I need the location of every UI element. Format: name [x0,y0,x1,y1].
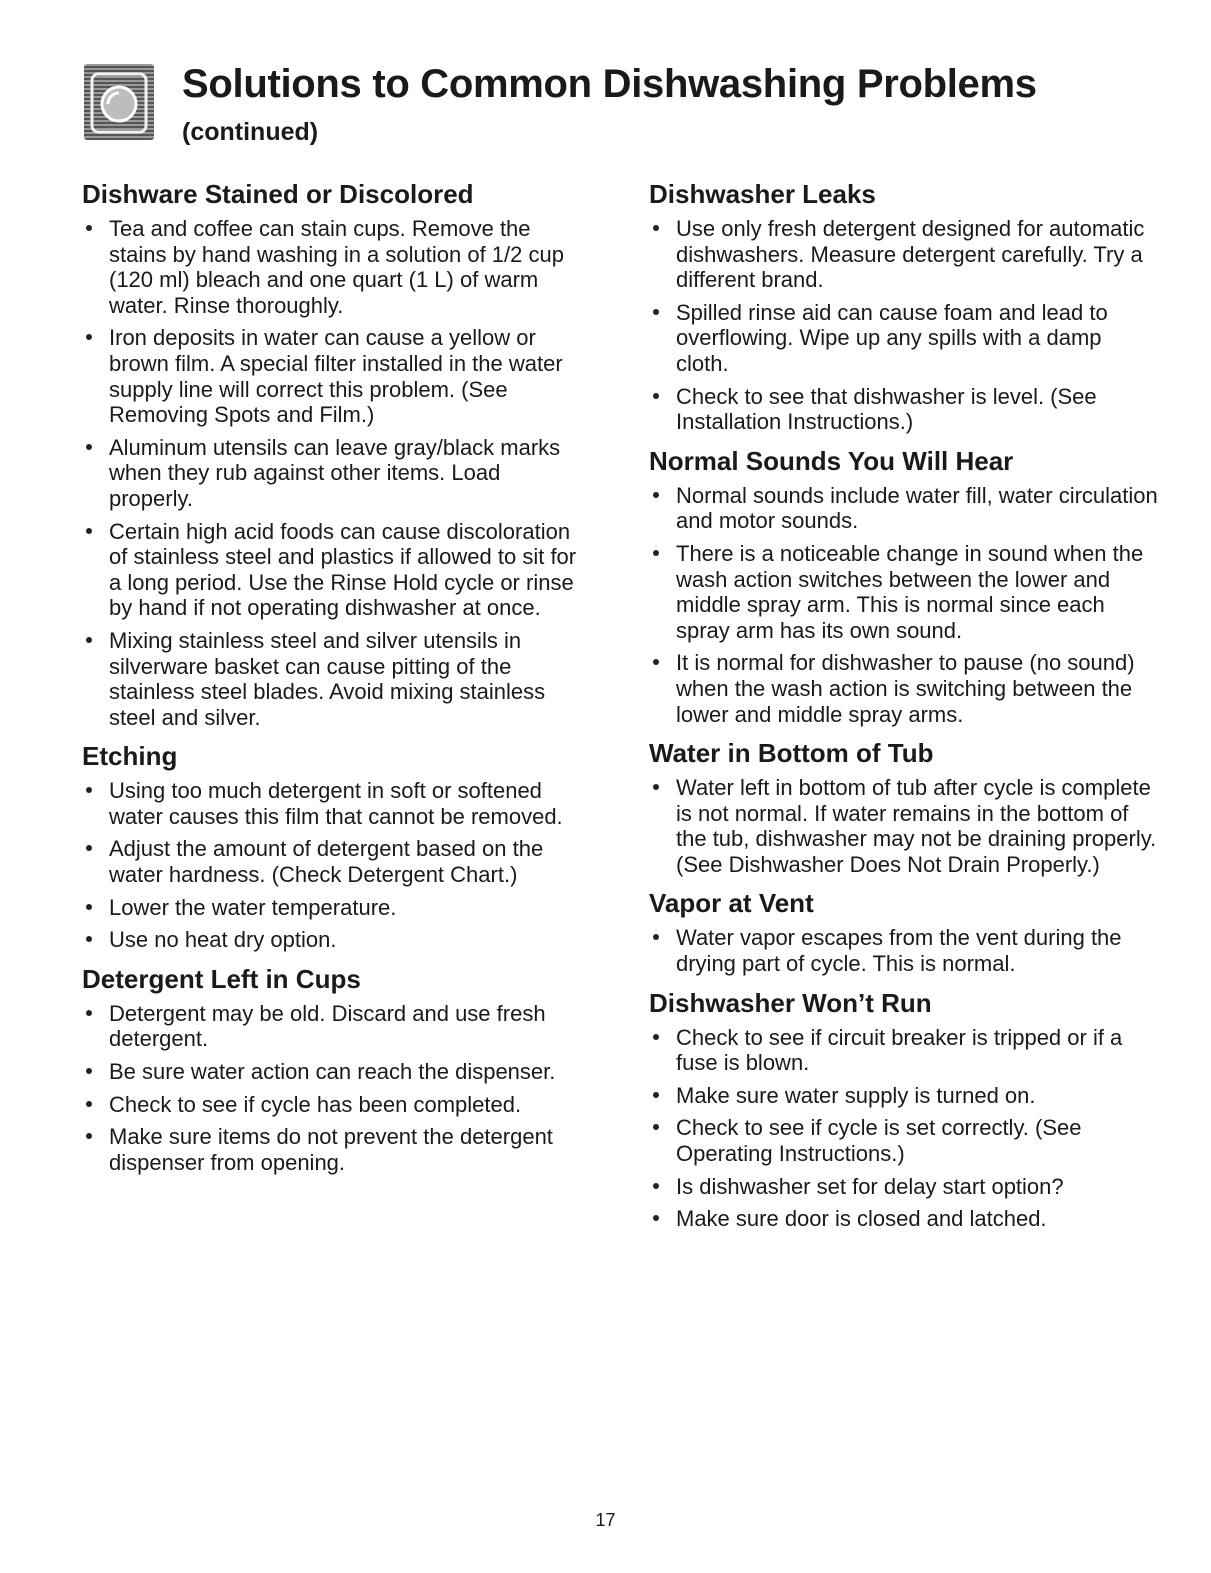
list-item [649,384,1159,435]
section-water-in-bottom [649,737,1159,877]
bullet-icon [86,444,92,450]
list-item [82,895,582,921]
left-column [82,178,582,1185]
bullet-icon [653,492,659,498]
bullet-list [82,216,582,730]
list-item [82,836,582,887]
bullet-icon [653,225,659,231]
section-heading: Etching [82,741,178,772]
list-item-text: Iron deposits in water can cause a yellow or brown film. A special filter installed in the water supply line will correct this problem. (See Removing Spots and Film.) [109,325,563,428]
list-item [82,778,582,829]
list-item-text: Normal sounds include water fill, water circulation and motor sounds. [676,482,1158,534]
list-item-text: Check to see if cycle has been completed. [109,1091,522,1117]
list-item [82,927,582,953]
bullet-icon [86,904,92,910]
list-item [82,1124,582,1175]
bullet-icon [86,1133,92,1139]
bullet-icon [653,784,659,790]
bullet-icon [653,1092,659,1098]
list-item-text: Make sure items do not prevent the detergent dispenser from opening. [109,1124,553,1175]
list-item-text: Adjust the amount of detergent based on the water hardness. (Check Detergent Chart.) [109,836,544,888]
bullet-icon [86,225,92,231]
page-subtitle: (continued) [182,118,319,146]
bullet-icon [86,1101,92,1107]
bullet-list [649,775,1159,877]
bullet-icon [653,393,659,399]
section-detergent-left [82,963,582,1176]
bullet-icon [86,845,92,851]
list-item [649,1174,1159,1200]
page-header [84,56,1184,156]
bullet-icon [653,550,659,556]
bullet-icon [653,659,659,665]
list-item [649,1025,1159,1076]
list-item [82,216,582,318]
list-item-text: Check to see if circuit breaker is tripped or if a fuse is blown. [676,1024,1123,1076]
list-item [82,628,582,730]
section-wont-run [649,987,1159,1232]
section-heading: Dishwasher Won’t Run [649,987,932,1018]
right-column [649,178,1159,1242]
list-item [649,925,1159,976]
list-item-text: Spilled rinse aid can cause foam and lead to overflowing. Wipe up any spills with a damp cloth. [676,299,1108,376]
list-item [82,325,582,427]
list-item-text: Check to see if cycle is set correctly. (See Operating Instructions.) [676,1115,1082,1167]
list-item-text: Aluminum utensils can leave gray/black marks when they rub against other items. Load properly. [109,434,561,511]
section-heading: Dishwasher Leaks [649,179,876,209]
bullet-icon [653,1034,659,1040]
list-item-text: Water left in bottom of tub after cycle is complete is not normal. If water remains in the bottom of the tub, dishwasher may not be draining properly. (See Dishwasher Does Not Drain Properly.) [676,775,1157,877]
list-item-text: Use no heat dry option. [109,927,337,953]
list-item-text: Mixing stainless steel and silver utensils in silverware basket can cause pitting of the stainless steel blades. Avoid mixing stainless steel and silver. [109,627,546,730]
bullet-icon [653,1215,659,1221]
list-item-text: Use only fresh detergent designed for automatic dishwashers. Measure detergent carefully. Try a different brand. [676,216,1145,293]
list-item [649,541,1159,643]
list-item-text: Be sure water action can reach the dispenser. [109,1059,556,1085]
bullet-icon [86,936,92,942]
list-item [649,1206,1159,1232]
list-item-text: Check to see that dishwasher is level. (See Installation Instructions.) [676,383,1097,435]
bullet-icon [86,1068,92,1074]
list-item [82,519,582,621]
list-item [649,1083,1159,1109]
list-item-text: Water vapor escapes from the vent during the drying part of cycle. This is normal. [676,925,1122,977]
list-item-text: Is dishwasher set for delay start option? [676,1173,1064,1199]
list-item-text: It is normal for dishwasher to pause (no sound) when the wash action is switching between the lower and middle spray arms. [676,650,1135,727]
page-title: Solutions to Common Dishwashing Problems [182,62,1037,106]
list-item [82,1092,582,1118]
page-number: 17 [595,1510,616,1530]
section-dishwasher-leaks [649,178,1159,435]
bullet-list [649,483,1159,727]
bullet-icon [86,528,92,534]
list-item [82,1059,582,1085]
section-heading: Dishware Stained or Discolored [82,179,474,209]
bullet-list [649,216,1159,435]
bullet-list [649,1025,1159,1232]
section-dishware-stained [82,178,582,730]
list-item-text: Make sure water supply is turned on. [676,1082,1036,1108]
bullet-icon [653,1183,659,1189]
list-item-text: There is a noticeable change in sound when the wash action switches between the lower and middle spray arm. This is normal since each spray arm has its own sound. [676,540,1144,643]
bullet-list [649,925,1159,976]
list-item [649,300,1159,377]
list-item [649,216,1159,293]
list-item-text: Detergent may be old. Discard and use fresh detergent. [109,1000,546,1052]
list-item [649,775,1159,877]
list-item [82,435,582,512]
list-item [649,483,1159,534]
list-item-text: Certain high acid foods can cause discoloration of stainless steel and plastics if allowed to sit for a long period. Use the Rinse Hold cycle or rinse by hand if not operating dishwasher at once. [109,518,577,621]
list-item-text: Lower the water temperature. [109,894,397,920]
section-heading: Detergent Left in Cups [82,963,361,994]
bullet-icon [86,1010,92,1016]
section-heading: Normal Sounds You Will Hear [649,445,1014,476]
section-heading: Water in Bottom of Tub [649,738,934,769]
bullet-icon [653,934,659,940]
bullet-icon [86,334,92,340]
bullet-list [82,778,582,953]
section-vapor-at-vent [649,887,1159,976]
bullet-icon [653,1124,659,1130]
list-item [649,1115,1159,1166]
list-item-text: Tea and coffee can stain cups. Remove the stains by hand washing in a solution of 1/2 cup (120 ml) bleach and one quart (1 L) of warm water. Rinse thoroughly. [109,216,564,318]
list-item-text: Using too much detergent in soft or softened water causes this film that cannot be removed. [109,778,563,829]
bullet-icon [653,309,659,315]
bullet-icon [86,787,92,793]
section-heading: Vapor at Vent [649,888,814,919]
bullet-list [82,1001,582,1176]
section-normal-sounds [649,445,1159,727]
list-item-text: Make sure door is closed and latched. [676,1206,1047,1232]
dishwasher-logo-icon [84,64,154,140]
section-etching [82,740,582,953]
list-item [82,1001,582,1052]
list-item [649,650,1159,727]
bullet-icon [86,637,92,643]
